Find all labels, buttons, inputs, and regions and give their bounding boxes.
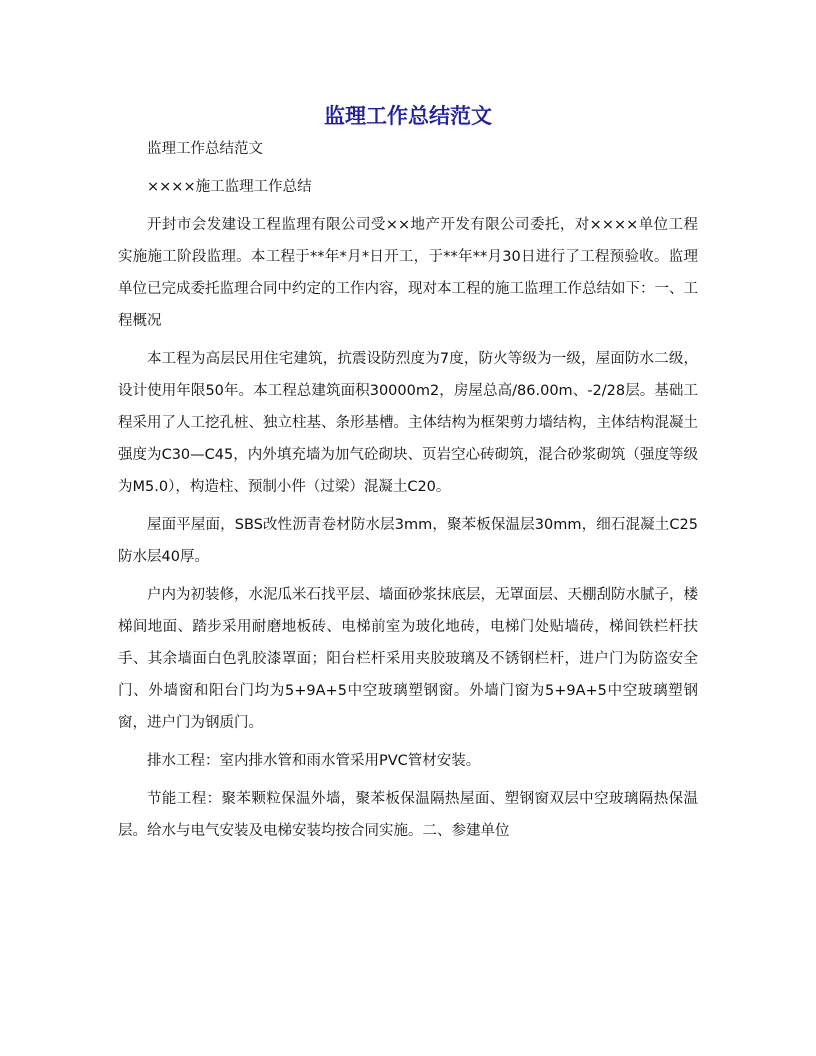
paragraph-overview: 本工程为高层民用住宅建筑，抗震设防烈度为7度，防火等级为一级，屋面防水二级，设计使用年限50年。本工程总建筑面积30000m2，房屋总高/86.00m、-2/28层。基础工程采用了人工挖孔桩、独立柱基、条形基槽。主体结构为框架剪力墙结构，主体结构混凝土强度为C30—C45，内外填充墙为加气砼砌块、页岩空心砖砌筑，混合砂浆砌筑（强度等级为M5.0），构造柱、预制小件（过梁）混凝土C20。 [118, 351, 698, 495]
paragraph-intro: 开封市会发建设工程监理有限公司受××地产开发有限公司委托，对××××单位工程实施施工阶段监理。本工程于**年*月*日开工，于**年**月30日进行了工程预验收。监理单位已完成委托监理合同中约定的工作内容，现对本工程的施工监理工作总结如下：一、工程概况 [118, 217, 698, 329]
paragraph-interior: 户内为初装修，水泥瓜米石找平层、墙面砂浆抹底层，无罩面层、天棚刮防水腻子，楼梯间地面、踏步采用耐磨地板砖、电梯前室为玻化地砖，电梯门处贴墙砖，梯间铁栏杆扶手、其余墙面白色乳胶漆罩面；阳台栏杆采用夹胶玻璃及不锈钢栏杆，进户门为防盗安全门、外墙窗和阳台门均为5+9A+5中空玻璃塑钢窗。外墙门窗为5+9A+5中空玻璃塑钢窗，进户门为钢质门。 [118, 587, 698, 731]
paragraph-roof: 屋面平屋面，SBS改性沥青卷材防水层3mm，聚苯板保温层30mm，细石混凝土C25防水层40厚。 [118, 517, 698, 565]
document-title: 监理工作总结范文 [324, 103, 492, 128]
paragraph-drainage: 排水工程：室内排水管和雨水管采用PVC管材安装。 [147, 753, 481, 769]
document-body [118, 133, 698, 853]
paragraph-subtitle: ××××施工监理工作总结 [147, 179, 312, 195]
paragraph-energy: 节能工程：聚苯颗粒保温外墙，聚苯板保温隔热屋面、塑钢窗双层中空玻璃隔热保温层。给水与电气安装及电梯安装均按合同实施。二、参建单位 [118, 791, 698, 839]
paragraph-heading: 监理工作总结范文 [147, 141, 263, 157]
